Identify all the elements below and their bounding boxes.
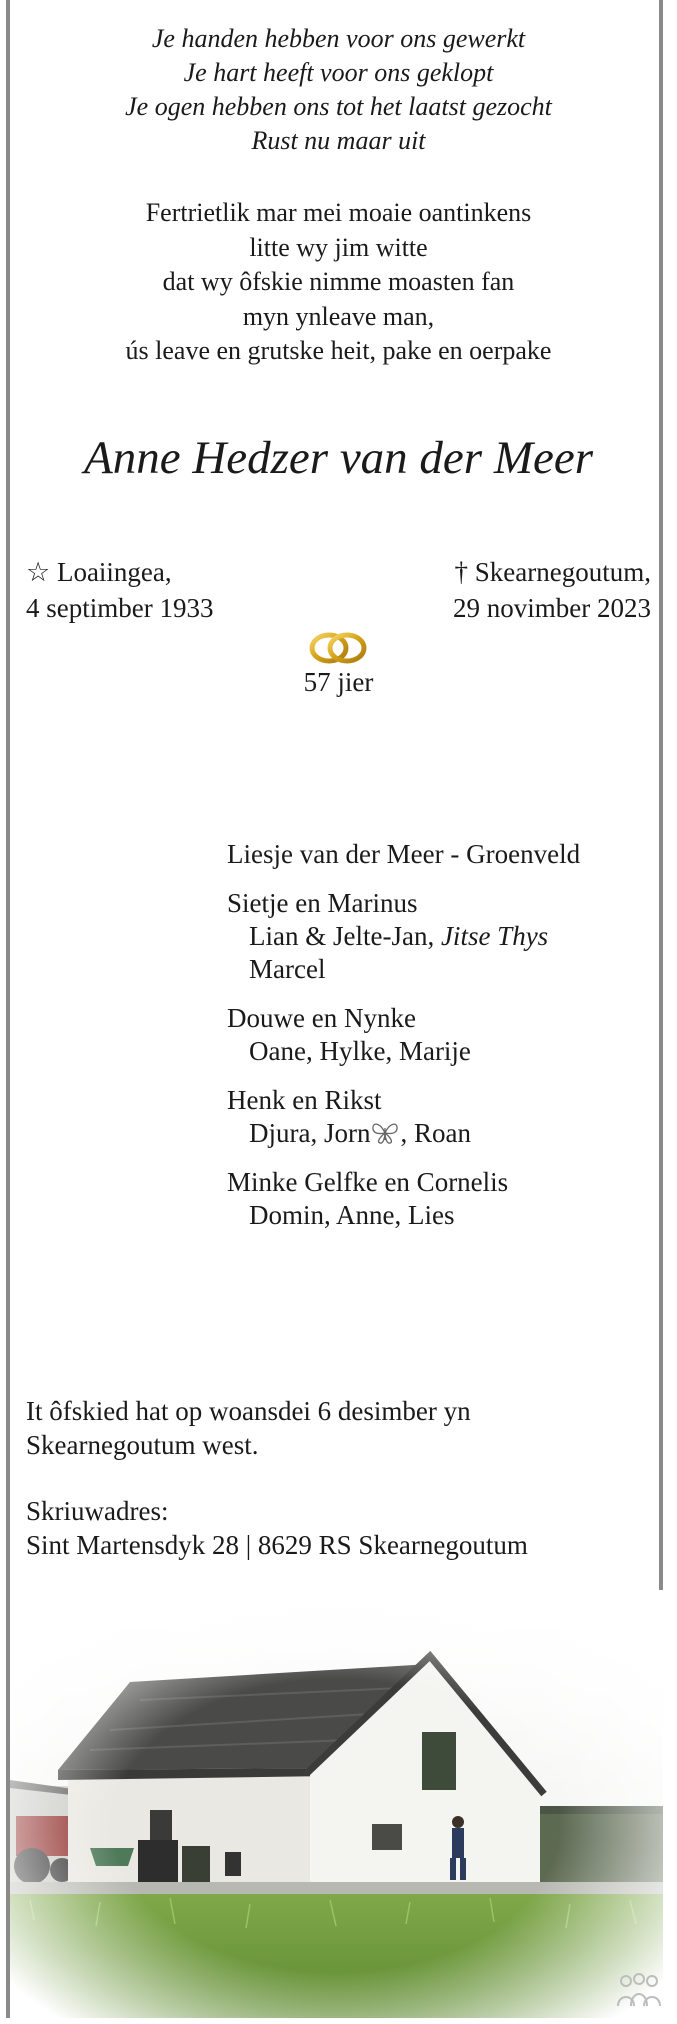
spouse-name: Liesje van der Meer - Groenveld bbox=[227, 839, 581, 869]
birth-date: 4 septimber 1933 bbox=[26, 593, 214, 623]
death-date: 29 novimber 2023 bbox=[453, 593, 651, 623]
intro-line: myn ynleave man, bbox=[242, 301, 435, 331]
poem-line: Je hart heeft voor ons geklopt bbox=[183, 58, 494, 87]
family-children: Marcel bbox=[249, 954, 326, 984]
birth-place: ☆ Loaiingea, bbox=[26, 557, 172, 587]
grandchildren: Djura, Jorn bbox=[249, 1118, 371, 1148]
family-list bbox=[227, 838, 657, 1248]
people-logo-icon bbox=[616, 1970, 662, 2010]
birth-info bbox=[26, 554, 213, 626]
family-children: Oane, Hylke, Marije bbox=[249, 1036, 471, 1066]
family-group bbox=[227, 1002, 657, 1068]
intro-line: dat wy ôfskie nimme moasten fan bbox=[162, 267, 515, 296]
deceased-name: Anne Hedzer van der Meer bbox=[84, 432, 593, 484]
family-parents: Sietje en Marinus bbox=[227, 888, 418, 918]
grandchildren: Lian & Jelte-Jan, bbox=[249, 921, 435, 951]
farm-barn-photo bbox=[10, 1590, 663, 2018]
family-group bbox=[227, 887, 657, 986]
family-parents: Minke Gelfke en Cornelis bbox=[227, 1167, 509, 1197]
announcement-intro bbox=[0, 196, 677, 369]
poem bbox=[0, 22, 677, 158]
family-parents: Henk en Rikst bbox=[227, 1085, 382, 1115]
family-children bbox=[227, 920, 657, 953]
grandchildren: , Roan bbox=[400, 1118, 471, 1148]
poem-line: Je handen hebben voor ons gewerkt bbox=[151, 24, 526, 53]
intro-line: Fertrietlik mar mei moaie oantinkens bbox=[145, 198, 532, 227]
great-grandchild: Jitse Thys bbox=[440, 921, 549, 951]
address-label: Skriuwadres: bbox=[26, 1496, 169, 1526]
family-children: Domin, Anne, Lies bbox=[249, 1200, 455, 1230]
farewell-line: It ôfskied hat op woansdei 6 desimber yn bbox=[26, 1396, 471, 1426]
wedding-rings-icon bbox=[305, 628, 371, 668]
poem-line: Rust nu maar uit bbox=[251, 126, 426, 155]
death-info bbox=[453, 554, 651, 626]
family-parents: Douwe en Nynke bbox=[227, 1003, 416, 1033]
farewell-notice bbox=[26, 1394, 646, 1462]
farewell-line: Skearnegoutum west. bbox=[26, 1430, 259, 1460]
butterfly-icon bbox=[370, 1120, 400, 1146]
family-group bbox=[227, 1084, 657, 1150]
death-place: † Skearnegoutum, bbox=[454, 557, 651, 587]
intro-line: ús leave en grutske heit, pake en oerpake bbox=[125, 336, 552, 365]
family-children bbox=[227, 1117, 657, 1150]
family-spouse bbox=[227, 838, 657, 871]
intro-line: litte wy jim witte bbox=[249, 232, 428, 262]
family-group bbox=[227, 1166, 657, 1232]
marriage-years: 57 jier bbox=[303, 667, 374, 697]
address-line: Sint Martensdyk 28 | 8629 RS Skearnegoutum bbox=[26, 1530, 528, 1560]
poem-line: Je ogen hebben ons tot het laatst gezocht bbox=[125, 92, 552, 121]
postal-address bbox=[26, 1494, 656, 1562]
